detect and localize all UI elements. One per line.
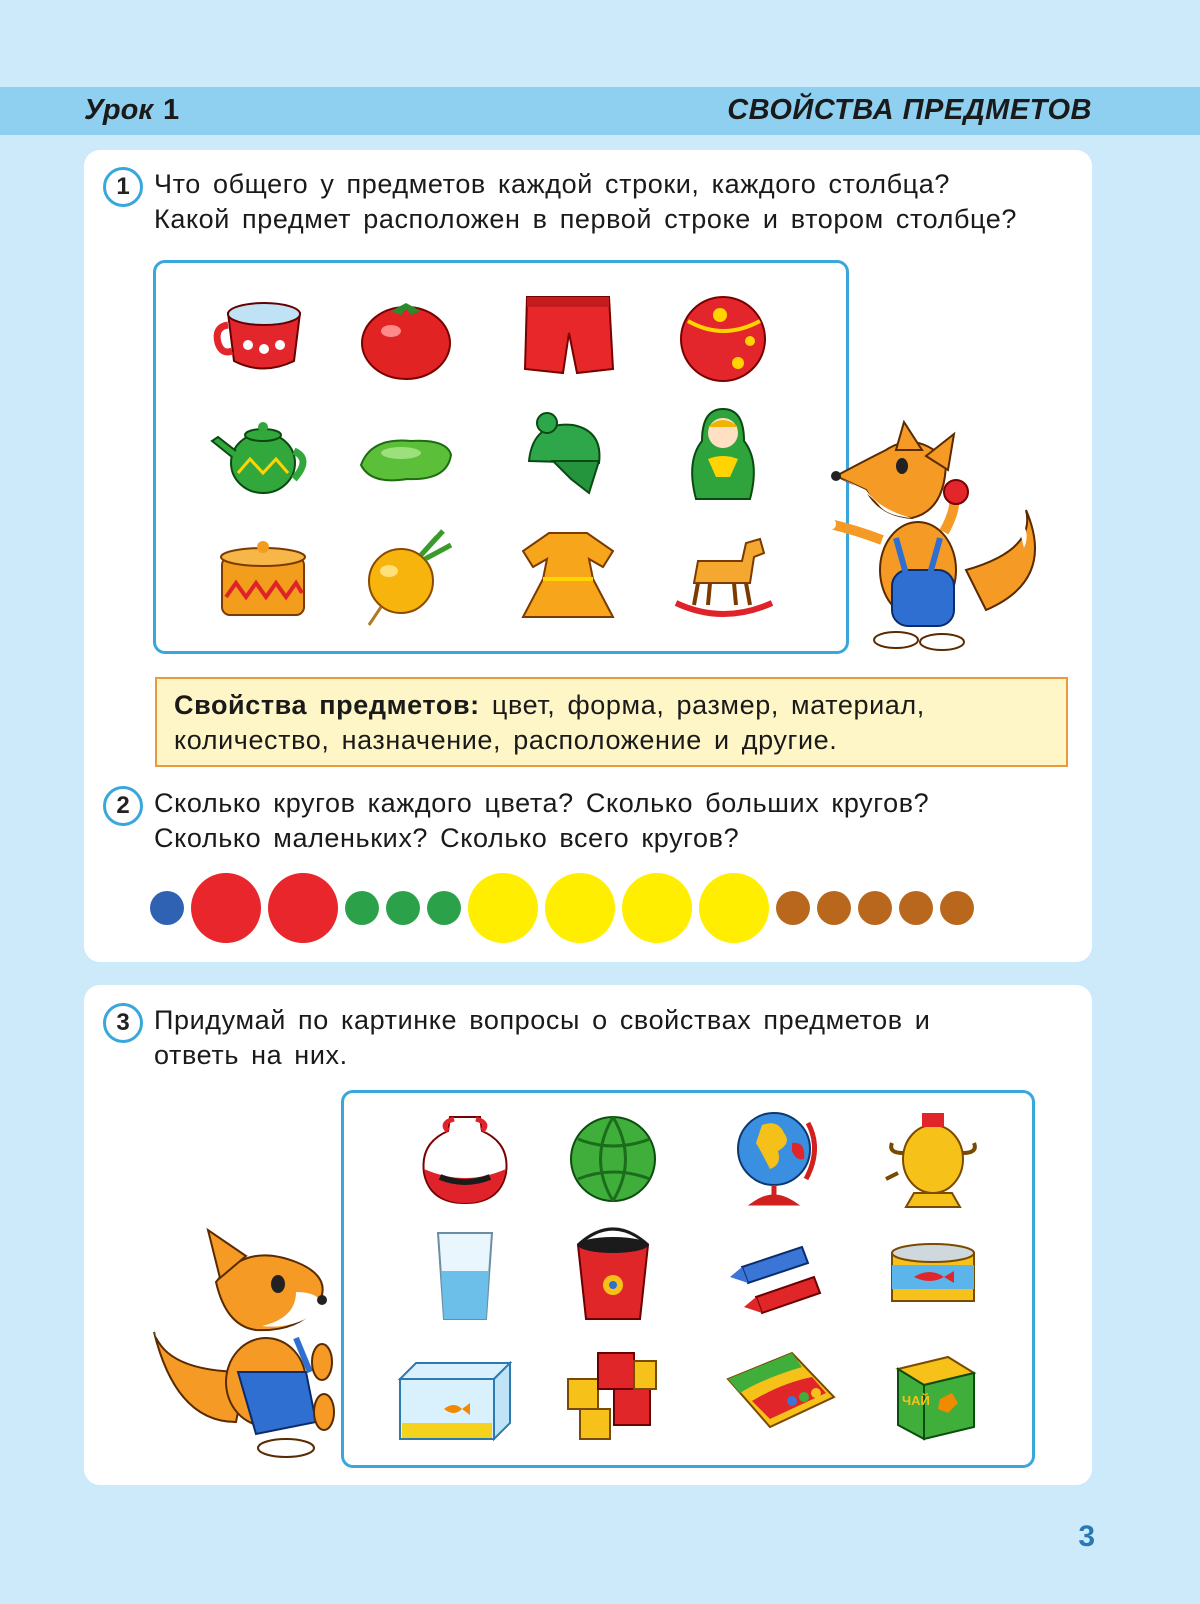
task-3-line-1: Придумай по картинке вопросы о свойствах предметов и [154,1005,931,1035]
definition-line-1: цвет, форма, размер, материал, [491,690,925,720]
fox-illustration-leaning [146,1222,346,1464]
circle-small [345,891,379,925]
task-1-line-1: Что общего у предметов каждой строки, каждого столбца? [154,169,950,199]
vase-icon [410,1103,520,1213]
circle-small [386,891,420,925]
blocks-icon [558,1339,668,1449]
glass-icon [410,1219,520,1329]
page-number: 3 [1078,1520,1095,1553]
cucumber-icon [351,401,461,511]
circle-small [858,891,892,925]
cup-icon [208,281,318,391]
task-2-line-1: Сколько кругов каждого цвета? Сколько больших кругов? [154,788,930,818]
task-1-text [154,167,1017,237]
bucket-icon [558,1219,668,1329]
circles-row [150,868,1050,948]
fox-illustration-pointing [826,420,1054,660]
circle-small [940,891,974,925]
dress-icon [513,521,623,631]
aquarium-icon [390,1339,520,1449]
lesson-label: Урок 1 [84,94,180,126]
matryoshka-icon [668,401,778,511]
shorts-icon [513,281,623,391]
samovar-icon [878,1103,988,1213]
circle-small [150,891,184,925]
teapot-icon [208,401,318,511]
definition-term: Свойства предметов: [174,690,480,720]
circle-big [268,873,338,943]
circle-big [622,873,692,943]
definition-box [155,677,1068,767]
task-1-picture-frame [153,260,849,654]
tea-label: ЧАЙ [902,1393,930,1408]
tea-box-icon [878,1339,988,1449]
task-1-line-2: Какой предмет расположен в первой строке и втором столбце? [154,204,1018,234]
task-3-picture-frame [341,1090,1035,1468]
task-2-text [154,786,929,856]
rocking-horse-icon [668,521,778,631]
watermelon-icon [558,1103,668,1213]
task-3-number: 3 [103,1003,143,1043]
pot-icon [208,521,318,631]
turnip-icon [351,521,461,631]
tomato-icon [351,281,461,391]
crayons-icon [722,1219,832,1329]
globe-icon [722,1103,832,1213]
circle-big [699,873,769,943]
task-1-number: 1 [103,167,143,207]
ball-icon [668,281,778,391]
circle-small [427,891,461,925]
task-2-number: 2 [103,786,143,826]
hat-icon [513,401,623,511]
lesson-topic: СВОЙСТВА ПРЕДМЕТОВ [727,94,1092,126]
definition-line-2: количество, назначение, расположение и другие. [174,725,838,755]
circle-big [191,873,261,943]
circle-small [817,891,851,925]
circle-small [899,891,933,925]
circle-small [776,891,810,925]
task-3-line-2: ответь на них. [154,1040,348,1070]
tin-can-icon [878,1219,988,1329]
task-3-text [154,1003,931,1073]
circle-big [545,873,615,943]
circle-big [468,873,538,943]
task-2-line-2: Сколько маленьких? Сколько всего кругов? [154,823,740,853]
paint-box-icon [722,1339,838,1449]
